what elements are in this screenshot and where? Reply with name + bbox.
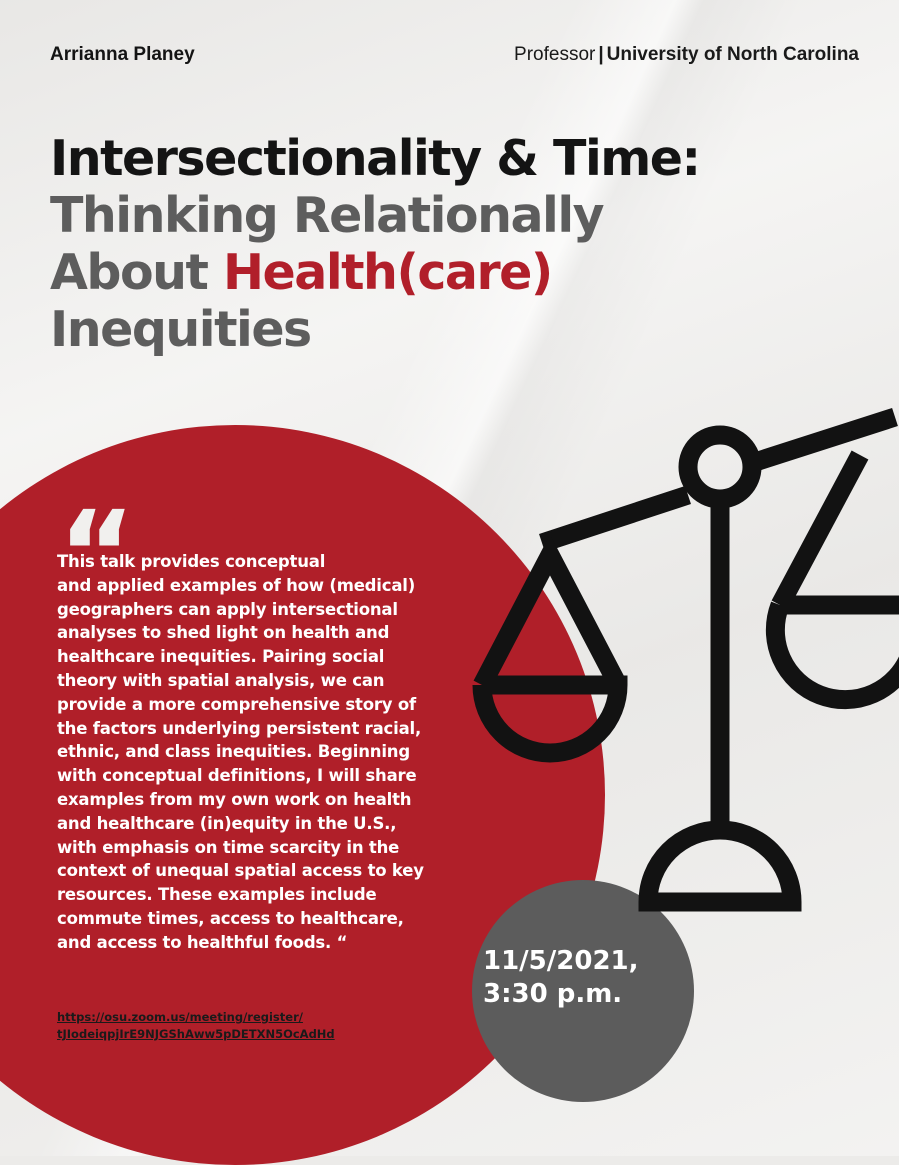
speaker-affiliation: [514, 44, 859, 66]
event-datetime: 11/5/2021, 3:30 p.m.: [483, 946, 639, 1009]
title-highlight: Health(care): [223, 244, 552, 301]
title-line-3: [50, 244, 870, 301]
affiliation-separator: |: [598, 44, 604, 65]
title-line-4: Inequities: [50, 301, 311, 358]
title-line-1: Intersectionality & Time:: [50, 130, 700, 187]
talk-abstract: This talk provides conceptual and applied examples of how (medical) geographers can apply intersectional analyses to shed light on health and healthcare inequities. Pairing social theory with spatial analysis, we can provide a more comprehensive story of the factors underlying persistent racial, ethnic, and class inequities. Beginning with conceptual definitions, I will share examples from my own work on health and healthcare (in)equity in the U.S., with emphasis on time scarcity in the context of unequal spatial access to key resources. These examples include commute times, access to healthcare, and access to healthful foods. “: [57, 552, 424, 952]
title-line-2: Thinking Relationally: [50, 187, 604, 244]
registration-link[interactable]: https://osu.zoom.us/meeting/register/ tJIodeiqpjIrE9NJGShAww5pDETXN5OcAdHd: [57, 1010, 335, 1041]
scales-of-justice-icon: [440, 395, 899, 935]
open-quote-icon: “: [58, 485, 136, 623]
title-line-3-prefix: About: [50, 244, 224, 301]
talk-title: [50, 130, 870, 358]
speaker-name: Arrianna Planey: [50, 44, 195, 65]
speaker-institution: University of North Carolina: [606, 44, 859, 65]
speaker-role: Professor: [514, 44, 596, 65]
